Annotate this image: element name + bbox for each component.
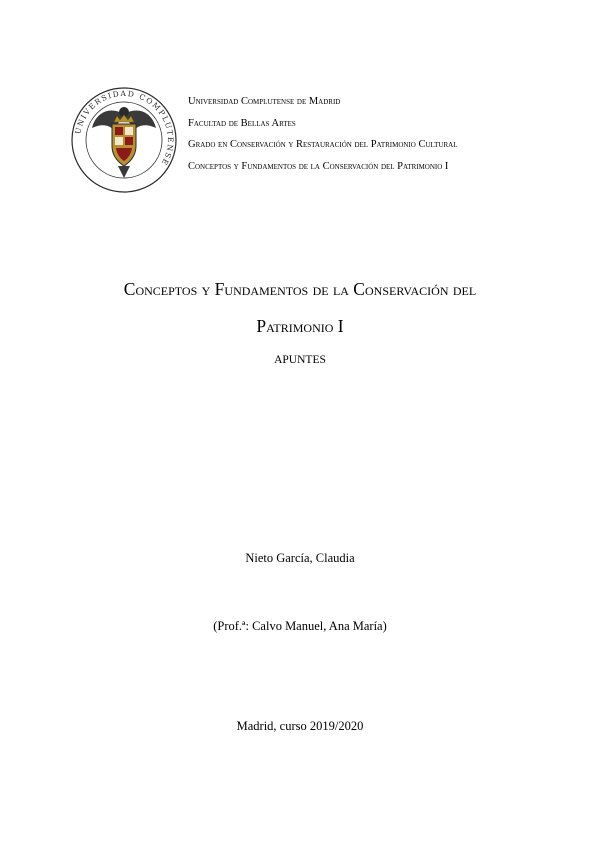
university-seal-logo: [68, 84, 180, 196]
course-name: Conceptos y Fundamentos de la Conservación del Patrimonio I: [188, 160, 449, 172]
author-name: Nieto García, Claudia: [245, 551, 355, 565]
institution-header: [68, 84, 538, 200]
degree-name: Grado en Conservación y Restauración del Patrimonio Cultural: [188, 139, 458, 150]
document-subtitle: APUNTES: [274, 354, 326, 366]
document-title-line-2: Patrimonio I: [256, 316, 344, 336]
svg-text:UNIVERSIDAD COMPLUTENSE: UNIVERSIDAD COMPLUTENSE: [73, 88, 176, 168]
university-name: Universidad Complutense de Madrid: [188, 96, 341, 107]
document-title-line-1: Conceptos y Fundamentos de la Conservación del: [123, 279, 477, 299]
faculty-name: Facultad de Bellas Artes: [188, 117, 296, 129]
institution-lines: [188, 95, 538, 181]
place-and-date: Madrid, curso 2019/2020: [236, 719, 364, 733]
professor-name: (Prof.ª: Calvo Manuel, Ana María): [213, 619, 387, 633]
title-block: [40, 278, 560, 367]
